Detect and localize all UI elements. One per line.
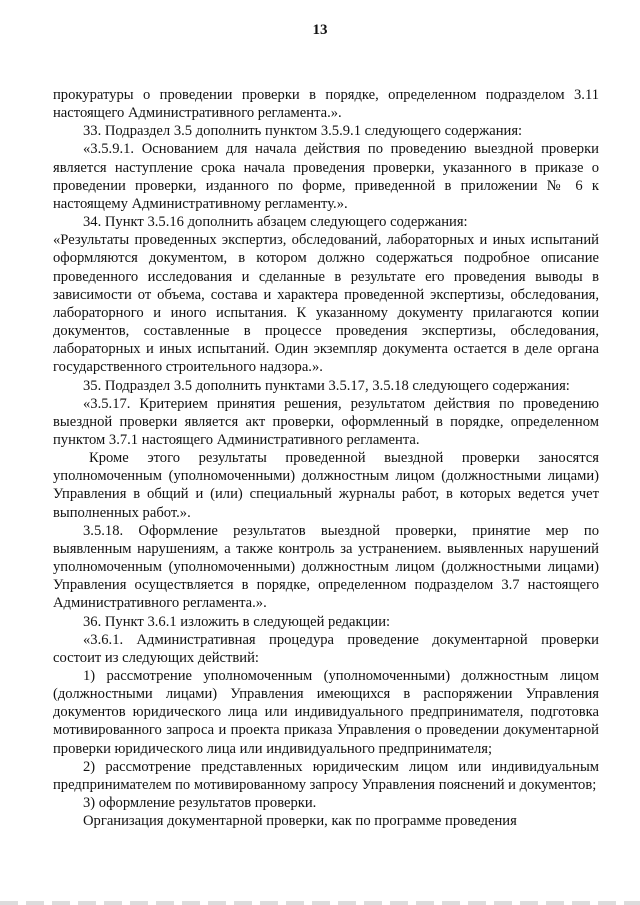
paragraph: 35. Подраздел 3.5 дополнить пунктами 3.5.17, 3.5.18 следующего содержания: — [83, 377, 570, 394]
paragraph: Организация документарной проверки, как по программе проведения — [83, 813, 517, 830]
paragraph: Кроме этого результаты проведенной выездной проверки заносятся уполномоченным (уполномоченными) должностным лицом (должностными лицами) Управления в общий и (или) специальный журналы работ, в которых ведется учет выполненных работ.». — [53, 450, 599, 521]
paragraph: 34. Пункт 3.5.16 дополнить абзацем следующего содержания: — [83, 214, 468, 231]
document-body — [53, 86, 599, 830]
page-number: 13 — [312, 22, 328, 38]
paragraph: 1) рассмотрение уполномоченным (уполномоченными) должностным лицом (должностными лицами) Управления имеющихся в распоряжении Управления документов юридического лица или индивидуального предпринимателя, подготовка мотивированного запроса и проекта приказа Управления о проведении документарной проверки юридического лица или индивидуального предпринимателя; — [53, 668, 599, 757]
paragraph: 33. Подраздел 3.5 дополнить пунктом 3.5.9.1 следующего содержания: — [83, 123, 523, 140]
paragraph: 3) оформление результатов проверки. — [83, 795, 317, 812]
paragraph: 2) рассмотрение представленных юридическим лицом или индивидуальным предпринимателем по мотивированному запросу Управления пояснений и документов; — [53, 758, 599, 793]
paragraph: «Результаты проведенных экспертиз, обследований, лабораторных и иных испытаний оформляются документом, в котором должно содержаться подробное описание проведенного исследования и сделанные в результате его проведения выводы в зависимости от объема, состава и характера проведенной экспертизы, обследования, лабораторного и иного испытания. К указанному документу прилагаются копии документов, составленные в процессе проведения экспертизы, обследования, лабораторных и иных испытаний. Один экземпляр документа остается в деле органа государственного строительного надзора.». — [53, 232, 599, 376]
paragraph: 3.5.18. Оформление результатов выездной проверки, принятие мер по выявленным нарушениям, а также контроль за устранением. выявленных нарушений уполномоченным (уполномоченными) должностным лицом (должностными лицами) Управления осуществляется в порядке, определенном подразделом 3.7 настоящего Административного регламента.». — [53, 522, 599, 612]
paragraph: «3.5.9.1. Основанием для начала действия по проведению выездной проверки является наступление срока начала проведения проверки, указанного в приказе о проведении проверки, изданного по форме, приведенной в приложении № 6 к настоящему Административному регламенту.». — [53, 141, 599, 212]
scan-edge-artifact — [0, 901, 640, 905]
paragraph: «3.5.17. Критерием принятия решения, результатом действия по проведению выездной проверки является акт проверки, оформленный в порядке, определенном пунктом 3.7.1 настоящего Административного регламента. — [53, 395, 599, 448]
paragraph: прокуратуры о проведении проверки в порядке, определенном подразделом 3.11 настоящего Административного регламента.». — [53, 87, 599, 122]
paragraph: «3.6.1. Административная процедура проведение документарной проверки состоит из следующих действий: — [53, 631, 599, 666]
paragraph: 36. Пункт 3.6.1 изложить в следующей редакции: — [83, 613, 391, 630]
